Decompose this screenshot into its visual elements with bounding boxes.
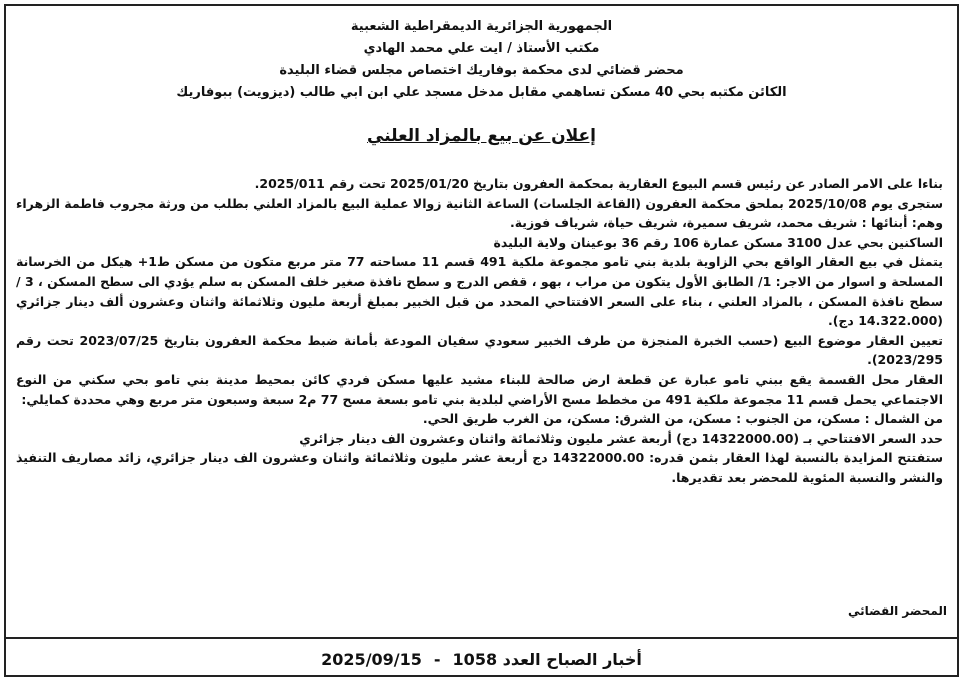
paragraph-opening-price: حدد السعر الافتتاحي بـ (14322000.00 دج) أربعة عشر مليون وثلاثمائة واثنان وعشرون الف دينار جزائري — [299, 430, 943, 446]
paragraph-expertise: تعيين العقار موضوع البيع (حسب الخبرة المنجزة من طرف الخبير سعودي سفيان المودعة بأمانة ضبط محكمة العفرون بتاريخ 2023/07/25 تحت رقم 2023/295). — [16, 332, 943, 368]
paragraph-residence: الساكنين بحي عدل 3100 مسكن عمارة 106 رقم 36 بوعينان ولاية البليدة — [493, 234, 943, 250]
announcement-page — [4, 4, 959, 677]
announcement-body — [6, 174, 957, 488]
paragraph-sale-date: ستجرى يوم 2025/10/08 بملحق محكمة العفرون (القاعة الجلسات) الساعة الثانية زوالا عملية البيع بالمزاد العلني بطلب من ورثة مجروب فاطمة الزهراء وهم: أبنائها : شريف محمد، شريف سميرة، شريف حياة، شرياف فوزية. — [16, 195, 943, 231]
paragraph-property: يتمثل في بيع العقار الواقع بحي الزاوية بلدية بني تامو مجموعة ملكية 491 قسم 11 مساحته 77 متر مربع متكون من مسكن ط1+ هيكل من الخرسانة المسلحة و اسوار من الاجر: 1/ الطابق الأول يتكون من مراب ، بهو ، قفص الدرج و سطح نافذة صغير خلف المسكن به سلم يؤدي الى سطح المسكن ، 3 / سطح نافذة المسكن ، بالمزاد العلني ، بناء على السعر الافتتاحي المحدد من قبل الخبير بمبلغ أربعة مليون وثلاثمائة واثنان وعشرون ألف دينار جزائري (14.322.000 دج). — [16, 254, 944, 329]
office-header — [6, 6, 957, 104]
announcement-title: إعلان عن بيع بالمزاد العلني — [367, 126, 596, 146]
republic-line: الجمهورية الجزائرية الديمقراطية الشعبية — [350, 19, 613, 34]
office-name: مكتب الأستاذ / ايت علي محمد الهادي — [363, 41, 600, 56]
paragraph-bidding: ستفتتح المزايدة بالنسبة لهذا العقار بثمن قدره: 14322000.00 دج أربعة عشر مليون وثلاثمائة واثنان وعشرون الف دينار جزائري، زائد مصاريف التنفيذ والنشر والنسبة المئوية للمحضر بعد تقديرها. — [16, 450, 943, 485]
office-jurisdiction: محضر قضائي لدى محكمة بوفاريك اختصاص مجلس قضاء البليدة — [279, 63, 684, 78]
paragraph-description: العقار محل القسمة يقع ببني تامو عبارة عن قطعة ارض صالحة للبناء مشيد عليها مسكن فردي كائن بمحيط مدينة بني تامو بحي سكني من النوع الاجتماعي يحمل قسم 11 مجموعة ملكية 491 من مخطط مسح الأراضي لبلدية بني تامو بسعة مسح 77 م2 سبعة وسبعون متر مربع وهي محددة كمايلي: — [16, 371, 943, 407]
bailiff-signature: المحضر القضائي — [848, 604, 948, 618]
newspaper-issue: أخبار الصباح العدد 1058 — [452, 649, 642, 669]
office-address: الكائن مكتبه بحي 40 مسكن تساهمي مقابل مدخل مسجد علي ابن ابي طالب (ديزويت) ببوفاريك — [176, 85, 787, 100]
paragraph-boundaries: من الشمال : مسكن، من الجنوب : مسكن، من الشرق: مسكن، من الغرب طريق الحي. — [422, 411, 943, 427]
footer-separator: - — [433, 649, 441, 669]
newspaper-footer — [6, 637, 957, 679]
paragraph-order: بناءا على الامر الصادر عن رئيس قسم البيوع العقارية بمحكمة العفرون بتاريخ 2025/01/20 تحت رقم 2025/011. — [254, 176, 943, 191]
publication-date: 2025/09/15 — [321, 649, 422, 669]
